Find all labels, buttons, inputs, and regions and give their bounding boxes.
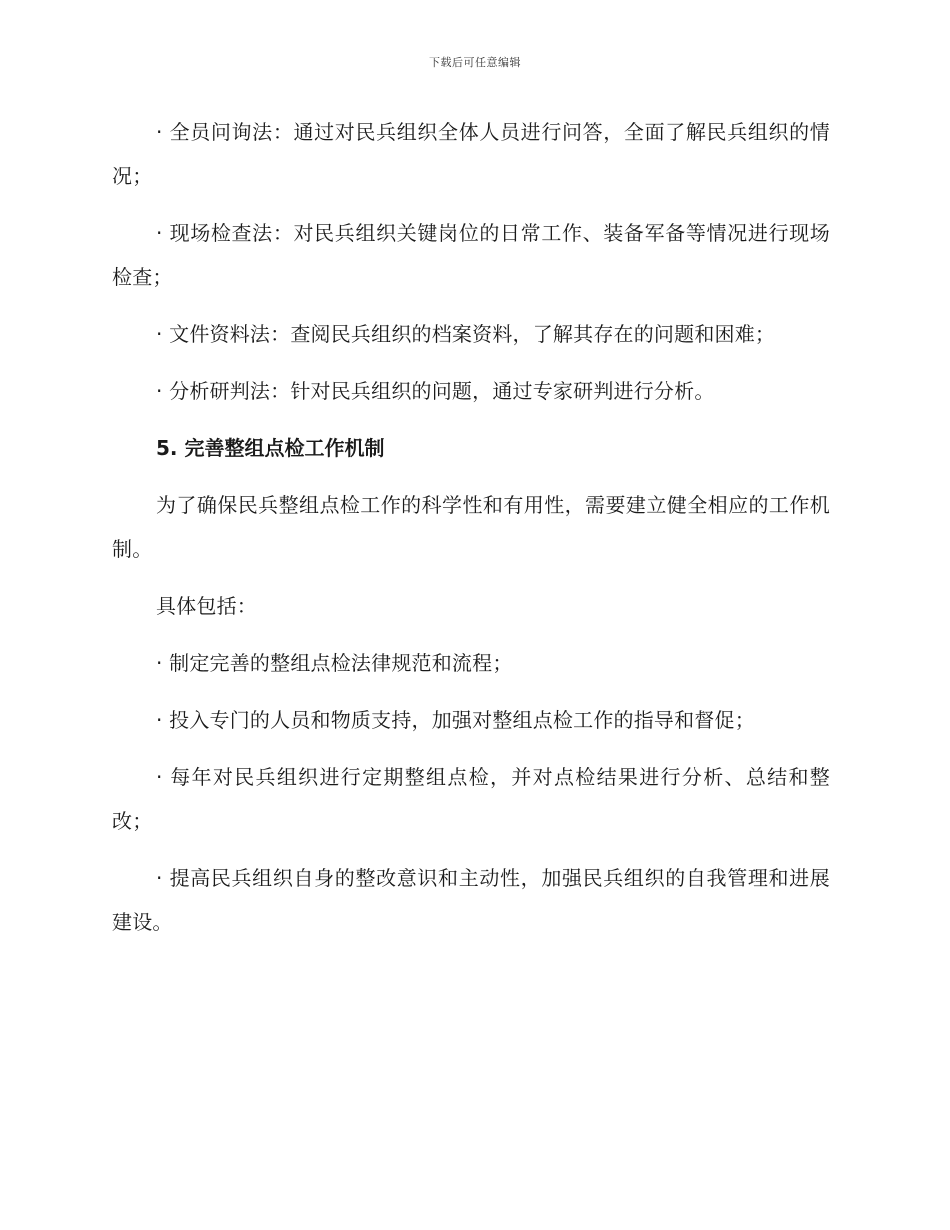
intro-paragraph: 为了确保民兵整组点检工作的科学性和有用性，需要建立健全相应的工作机制。 <box>112 493 830 561</box>
document-body <box>112 110 830 957</box>
bullet-full-staff-inquiry: · 全员问询法：通过对民兵组织全体人员进行问答，全面了解民兵组织的情况； <box>112 120 830 188</box>
section-heading: 5. 完善整组点检工作机制 <box>156 436 385 460</box>
header-note: 下载后可任意编辑 <box>429 56 521 69</box>
bullet-regulations: · 制定完善的整组点检法律规范和流程； <box>156 651 513 675</box>
specifics-lead: 具体包括： <box>156 594 257 618</box>
bullet-document-review: · 文件资料法：查阅民兵组织的档案资料，了解其存在的问题和困难； <box>156 322 776 346</box>
bullet-analysis-judgment: · 分析研判法：针对民兵组织的问题，通过专家研判进行分析。 <box>156 379 715 403</box>
bullet-on-site-inspection: · 现场检查法：对民兵组织关键岗位的日常工作、装备军备等情况进行现场检查； <box>112 221 830 289</box>
bullet-annual-inspection: · 每年对民兵组织进行定期整组点检，并对点检结果进行分析、总结和整改； <box>112 765 830 833</box>
bullet-support: · 投入专门的人员和物质支持，加强对整组点检工作的指导和督促； <box>156 708 755 732</box>
bullet-self-management: · 提高民兵组织自身的整改意识和主动性，加强民兵组织的自我管理和进展建设。 <box>112 866 830 934</box>
